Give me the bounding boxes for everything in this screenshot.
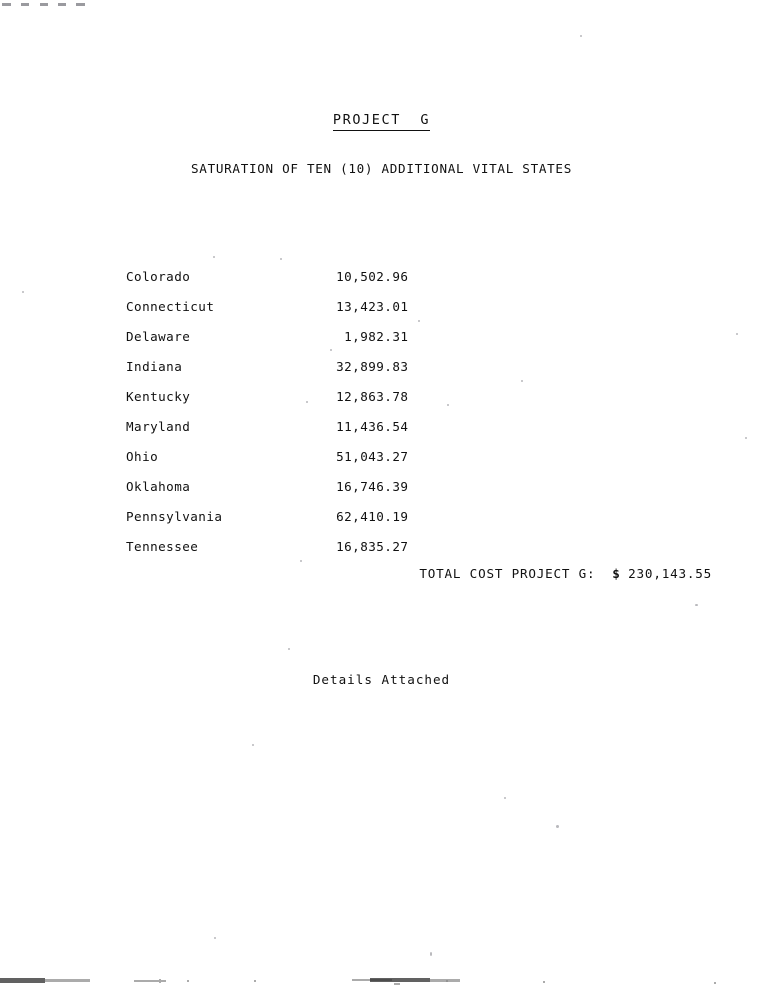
state-name-cell: Connecticut	[126, 298, 215, 314]
state-name-cell: Oklahoma	[126, 478, 191, 494]
scan-edge-smudge	[370, 978, 430, 982]
table-row	[126, 291, 408, 321]
total-cost-amount: 230,143.55	[628, 566, 712, 581]
state-amount-cell: 16,746.39	[336, 478, 409, 494]
scan-speck	[745, 437, 747, 439]
total-cost-label: TOTAL COST PROJECT G:	[419, 566, 596, 581]
scan-speck	[288, 648, 290, 650]
scan-edge-smudge	[134, 980, 159, 982]
scan-artifact-dash	[2, 3, 11, 6]
scan-edge-smudge	[446, 980, 448, 982]
table-row	[126, 531, 408, 561]
state-name-cell: Ohio	[126, 448, 159, 464]
scan-speck	[556, 825, 559, 828]
scan-speck	[252, 744, 254, 746]
table-row	[126, 321, 408, 351]
scan-edge-smudge	[352, 979, 392, 981]
scan-artifact-dash	[21, 3, 29, 6]
state-amount-cell: 62,410.19	[336, 508, 409, 524]
scan-speck	[695, 604, 698, 606]
state-name-cell: Tennessee	[126, 538, 199, 554]
scan-speck	[418, 320, 420, 322]
state-amount-cell: 13,423.01	[336, 298, 409, 314]
state-amount-cell: 12,863.78	[336, 388, 409, 404]
state-name-cell: Kentucky	[126, 388, 191, 404]
scan-edge-smudge	[187, 980, 189, 982]
page-title-text: PROJECT G	[333, 112, 430, 131]
table-row	[126, 471, 408, 501]
scan-edge-smudge	[161, 980, 166, 982]
scan-edge-smudge	[430, 979, 460, 982]
state-name-cell: Colorado	[126, 268, 191, 284]
scan-speck	[736, 333, 738, 335]
scan-edge-smudge	[254, 980, 256, 982]
scan-speck	[280, 258, 282, 260]
page-title	[0, 112, 763, 131]
state-name-cell: Delaware	[126, 328, 191, 344]
table-row	[126, 411, 408, 441]
state-name-cell: Indiana	[126, 358, 183, 374]
scan-edge-smudge	[543, 981, 545, 983]
details-attached-note: Details Attached	[312, 672, 451, 687]
scan-edge-smudge	[714, 982, 716, 984]
scan-speck	[214, 937, 216, 939]
table-row	[126, 261, 408, 291]
state-amount-cell: 10,502.96	[336, 268, 409, 284]
scan-speck	[580, 35, 582, 37]
scan-artifact-dash	[58, 3, 66, 6]
page-subtitle: SATURATION OF TEN (10) ADDITIONAL VITAL STATES	[191, 161, 572, 176]
state-name-cell: Pennsylvania	[126, 508, 223, 524]
scan-artifact-dash	[76, 3, 85, 6]
table-row	[126, 351, 408, 381]
state-amount-cell: 11,436.54	[336, 418, 409, 434]
scan-speck	[521, 380, 523, 382]
scan-speck	[22, 291, 24, 293]
scan-speck	[213, 256, 215, 258]
scan-speck	[447, 404, 449, 406]
scan-edge-smudge	[394, 983, 400, 985]
table-row	[126, 381, 408, 411]
total-cost-line	[0, 566, 763, 581]
state-name-cell: Maryland	[126, 418, 191, 434]
state-amount-cell: 32,899.83	[336, 358, 409, 374]
state-cost-table	[126, 261, 408, 561]
scan-edge-smudge	[0, 978, 45, 983]
scan-edge-smudge	[159, 979, 161, 983]
state-amount-cell: 51,043.27	[336, 448, 409, 464]
state-amount-cell: 1,982.31	[344, 328, 409, 344]
scan-artifact-dash	[40, 3, 48, 6]
table-row	[126, 441, 408, 471]
table-body	[126, 261, 408, 561]
scan-speck	[430, 952, 432, 956]
state-amount-cell: 16,835.27	[336, 538, 409, 554]
currency-symbol: $	[612, 566, 620, 581]
table-row	[126, 501, 408, 531]
scan-edge-smudge	[45, 979, 90, 982]
scan-speck	[504, 797, 506, 799]
